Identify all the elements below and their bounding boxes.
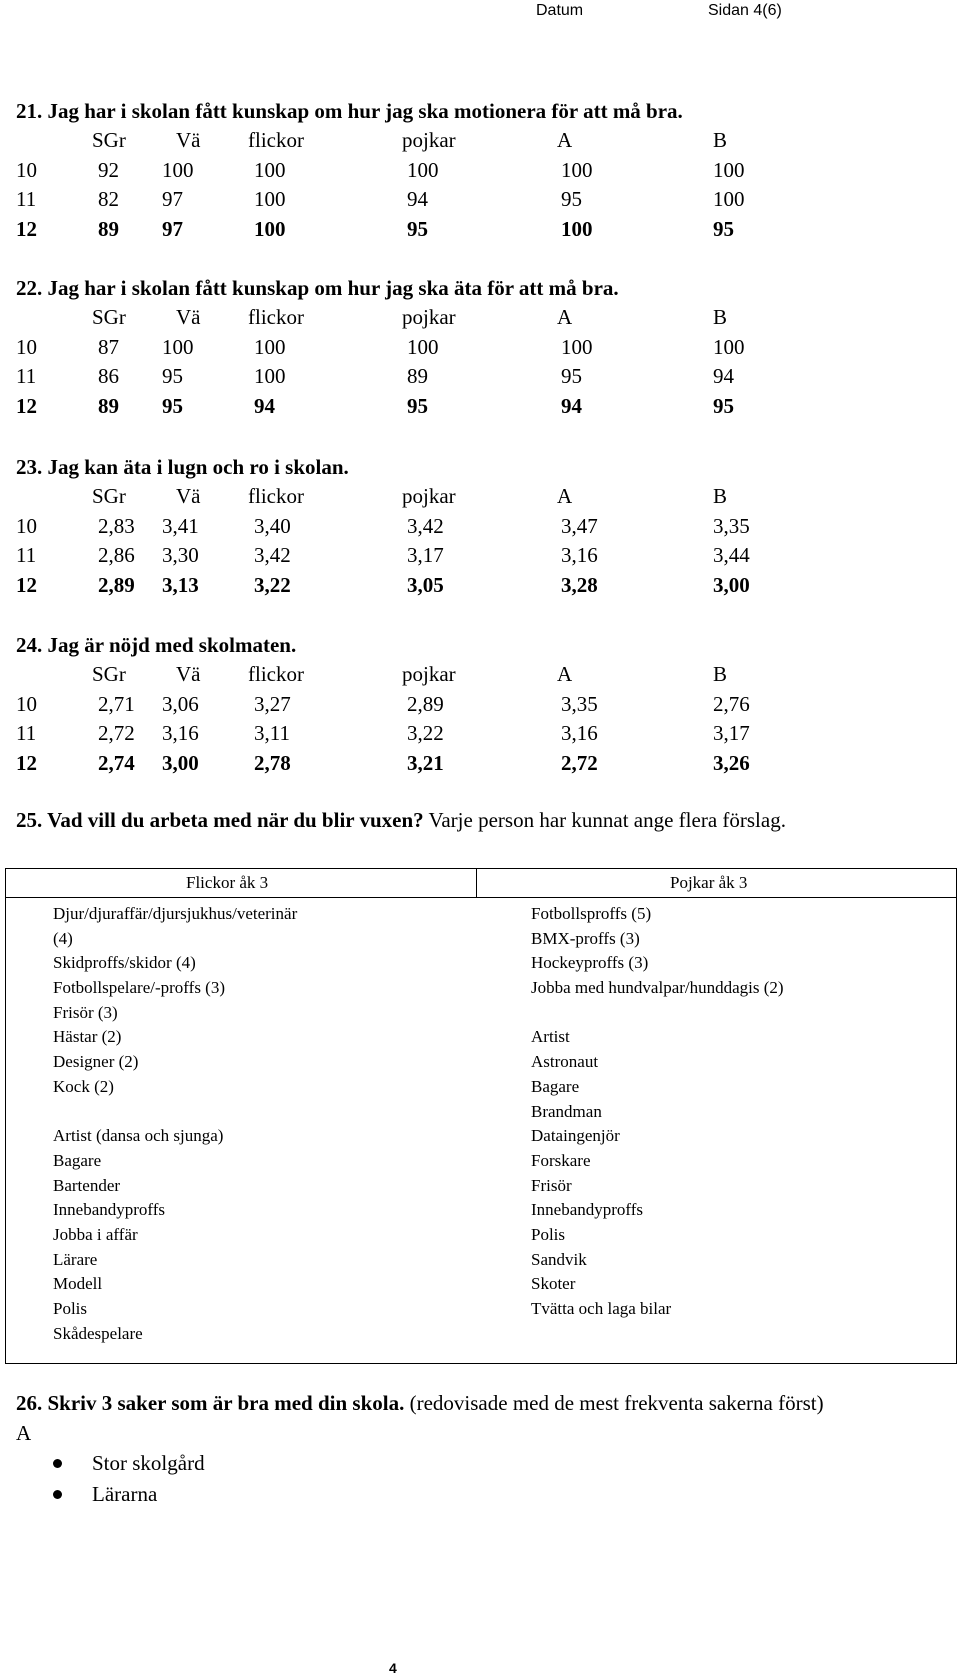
table-header-row: [16, 126, 946, 156]
table-cell: 89: [98, 216, 119, 241]
table-cell: 95: [561, 364, 582, 388]
job-item: Djur/djuraffär/djursjukhus/veterinär: [53, 904, 298, 923]
table-cell: 86: [98, 364, 119, 388]
job-item: Polis: [53, 1299, 88, 1318]
table-cell: 100: [162, 334, 194, 359]
girls-column-header: Flickor åk 3: [186, 873, 269, 892]
job-item: Innebandyproffs: [531, 1200, 644, 1220]
boys-job-list: [531, 902, 784, 1322]
column-header: pojkar: [402, 305, 456, 329]
table-row: [16, 690, 946, 720]
table-cell: 3,22: [254, 572, 291, 597]
table-cell: 3,28: [561, 572, 598, 597]
column-divider: [476, 869, 477, 897]
table-cell: 95: [713, 216, 734, 241]
table-cell: 100: [254, 364, 286, 388]
column-header: A: [557, 128, 573, 152]
row-label: 11: [16, 721, 37, 745]
job-item: Tvätta och laga bilar: [531, 1299, 672, 1318]
table-cell: 3,44: [713, 543, 750, 567]
job-item: Hockeyproffs (3): [531, 953, 649, 973]
answer-item: [16, 1448, 946, 1479]
question-title: 25. Vad vill du arbeta med när du blir vuxen?: [16, 808, 424, 832]
table-cell: 3,16: [162, 721, 199, 745]
table-cell: 2,89: [98, 572, 135, 597]
job-item: Artist: [531, 1027, 570, 1047]
job-item: Frisör (3): [53, 1002, 118, 1022]
job-item: Sandvik: [531, 1249, 587, 1269]
table-row: [16, 215, 946, 245]
question-note: (redovisade med de mest frekventa sakerna först): [404, 1391, 824, 1415]
table-cell: 3,17: [713, 721, 750, 745]
column-header: Vä: [176, 484, 201, 508]
question-26: [16, 1388, 946, 1510]
row-label: 11: [16, 187, 37, 211]
job-item: Modell: [53, 1274, 103, 1294]
table-cell: 100: [407, 157, 439, 182]
table-cell: 100: [561, 157, 593, 182]
bullet-icon: [53, 1490, 62, 1499]
table-cell: 95: [407, 393, 428, 418]
column-header: B: [713, 128, 728, 152]
table-cell: 94: [407, 187, 428, 211]
table-cell: 2,72: [98, 721, 135, 745]
table-cell: 3,16: [561, 543, 598, 567]
table-cell: 97: [162, 187, 183, 211]
table-cell: 82: [98, 187, 119, 211]
table-cell: 100: [713, 187, 745, 211]
table-cell: 3,21: [407, 750, 444, 775]
table-cell: 3,41: [162, 513, 199, 538]
table-cell: 89: [407, 364, 428, 388]
question-title: 24. Jag är nöjd med skolmaten.: [16, 633, 297, 657]
column-header: A: [557, 484, 573, 508]
job-item: Brandman: [531, 1101, 602, 1121]
table-cell: 3,35: [713, 513, 750, 538]
column-header: Vä: [176, 128, 201, 152]
table-cell: 100: [561, 216, 593, 241]
job-item: Jobba i affär: [53, 1224, 138, 1244]
job-item: [53, 1100, 297, 1125]
job-item: Polis: [531, 1224, 566, 1244]
answer-list: [16, 1448, 946, 1510]
column-header: Vä: [176, 305, 201, 329]
table-cell: 3,26: [713, 750, 750, 775]
job-item: Fotbollsproffs (5): [531, 904, 652, 923]
job-item: [531, 1001, 784, 1026]
table-cell: 2,89: [407, 691, 444, 716]
table-row: [16, 333, 946, 363]
job-item: Bartender: [53, 1175, 121, 1195]
table-header-row: [16, 303, 946, 333]
table-cell: 3,17: [407, 543, 444, 567]
table-cell: 2,76: [713, 691, 750, 716]
table-cell: 95: [713, 393, 734, 418]
table-cell: 2,72: [561, 750, 598, 775]
job-item: Bagare: [531, 1076, 580, 1096]
girls-job-list: [53, 902, 297, 1346]
row-label: 12: [16, 572, 37, 597]
column-header: A: [557, 305, 573, 329]
job-item: Fotbollspelare/-proffs (3): [53, 978, 226, 998]
table-cell: 3,40: [254, 513, 291, 538]
column-header: SGr: [92, 128, 126, 152]
table-cell: 100: [254, 216, 286, 241]
table-cell: 3,05: [407, 572, 444, 597]
column-header: pojkar: [402, 662, 456, 686]
column-header: SGr: [92, 662, 126, 686]
job-item: Hästar (2): [53, 1027, 122, 1047]
column-header: A: [557, 662, 573, 686]
row-label: 10: [16, 157, 37, 182]
question-24: [16, 630, 946, 778]
job-item: Skådespelare: [53, 1323, 143, 1343]
header-page-indicator: Sidan 4(6): [708, 2, 782, 19]
job-item: Frisör: [531, 1175, 572, 1195]
table-header-row: [16, 660, 946, 690]
table-cell: 3,13: [162, 572, 199, 597]
row-label: 12: [16, 216, 37, 241]
column-header: pojkar: [402, 128, 456, 152]
row-label: 10: [16, 334, 37, 359]
job-item: Jobba med hundvalpar/hunddagis (2): [531, 978, 784, 998]
table-cell: 2,71: [98, 691, 135, 716]
table-cell: 100: [254, 157, 286, 182]
table-cell: 95: [162, 393, 183, 418]
table-cell: 3,30: [162, 543, 199, 567]
table-cell: 95: [407, 216, 428, 241]
table-cell: 89: [98, 393, 119, 418]
table-cell: 100: [254, 334, 286, 359]
table-cell: 3,00: [713, 572, 750, 597]
answer-item: [16, 1479, 946, 1510]
table-row: [16, 512, 946, 542]
column-header: SGr: [92, 484, 126, 508]
table-row: [16, 156, 946, 186]
answer-group-label: A: [16, 1421, 32, 1445]
table-cell: 3,35: [561, 691, 598, 716]
table-cell: 2,78: [254, 750, 291, 775]
job-item: Designer (2): [53, 1052, 139, 1072]
question-21: [16, 96, 946, 244]
job-item: Innebandyproffs: [53, 1200, 166, 1220]
table-cell: 100: [162, 157, 194, 182]
column-header: pojkar: [402, 484, 456, 508]
job-item: Astronaut: [531, 1052, 599, 1072]
question-23: [16, 452, 946, 600]
boys-column-header: Pojkar åk 3: [670, 873, 748, 892]
question-note: Varje person har kunnat ange flera förslag.: [423, 808, 786, 832]
row-label: 10: [16, 513, 37, 538]
page-number: 4: [389, 1660, 397, 1676]
table-cell: 95: [561, 187, 582, 211]
table-cell: 3,16: [561, 721, 598, 745]
question-title: 23. Jag kan äta i lugn och ro i skolan.: [16, 455, 349, 479]
column-header: flickor: [248, 662, 304, 686]
table-row: [16, 571, 946, 601]
job-item: Skoter: [531, 1274, 576, 1294]
table-cell: 94: [713, 364, 734, 388]
job-item: (4): [53, 928, 73, 948]
table-row: [16, 541, 946, 571]
table-row: [16, 719, 946, 749]
table-cell: 100: [561, 334, 593, 359]
table-cell: 3,42: [407, 513, 444, 538]
table-cell: 3,00: [162, 750, 199, 775]
table-cell: 100: [713, 157, 745, 182]
table-cell: 97: [162, 216, 183, 241]
job-item: Skidproffs/skidor (4): [53, 953, 196, 973]
table-row: [16, 392, 946, 422]
table-cell: 100: [713, 334, 745, 359]
table-header-row: [16, 482, 946, 512]
row-label: 10: [16, 691, 37, 716]
job-item: Dataingenjör: [531, 1126, 620, 1146]
table-cell: 100: [407, 334, 439, 359]
header-divider: [6, 897, 956, 898]
question-title: 21. Jag har i skolan fått kunskap om hur jag ska motionera för att må bra.: [16, 99, 683, 123]
question-title: 22. Jag har i skolan fått kunskap om hur jag ska äta för att må bra.: [16, 276, 619, 300]
table-cell: 3,22: [407, 721, 444, 745]
column-header: B: [713, 305, 728, 329]
table-cell: 94: [561, 393, 582, 418]
job-item: Artist (dansa och sjunga): [53, 1126, 224, 1146]
answer-text: Stor skolgård: [92, 1451, 205, 1475]
job-wishes-table: [5, 868, 957, 1364]
column-header: flickor: [248, 128, 304, 152]
row-label: 12: [16, 393, 37, 418]
table-row: [16, 185, 946, 215]
question-25: [16, 808, 946, 832]
table-cell: 3,42: [254, 543, 291, 567]
table-cell: 3,27: [254, 691, 291, 716]
column-header: flickor: [248, 484, 304, 508]
table-cell: 2,86: [98, 543, 135, 567]
column-header: SGr: [92, 305, 126, 329]
column-header: B: [713, 662, 728, 686]
table-cell: 3,47: [561, 513, 598, 538]
bullet-icon: [53, 1459, 62, 1468]
question-title: 26. Skriv 3 saker som är bra med din skola.: [16, 1391, 405, 1415]
column-header: flickor: [248, 305, 304, 329]
table-cell: 95: [162, 364, 183, 388]
table-cell: 3,11: [254, 721, 290, 745]
column-header: B: [713, 484, 728, 508]
column-header: Vä: [176, 662, 201, 686]
page-header: [0, 0, 960, 24]
row-label: 12: [16, 750, 37, 775]
table-cell: 100: [254, 187, 286, 211]
question-22: [16, 273, 946, 421]
header-datum: Datum: [536, 2, 584, 19]
job-item: Lärare: [53, 1249, 98, 1269]
table-cell: 2,74: [98, 750, 135, 775]
job-item: BMX-proffs (3): [531, 928, 640, 948]
table-cell: 94: [254, 393, 275, 418]
answer-text: Lärarna: [92, 1482, 158, 1506]
job-item: Bagare: [53, 1150, 102, 1170]
table-cell: 92: [98, 157, 119, 182]
table-cell: 2,83: [98, 513, 135, 538]
job-item: Forskare: [531, 1150, 591, 1170]
table-cell: 87: [98, 334, 119, 359]
table-row: [16, 749, 946, 779]
row-label: 11: [16, 364, 37, 388]
row-label: 11: [16, 543, 37, 567]
job-item: Kock (2): [53, 1076, 114, 1096]
table-cell: 3,06: [162, 691, 199, 716]
table-row: [16, 362, 946, 392]
